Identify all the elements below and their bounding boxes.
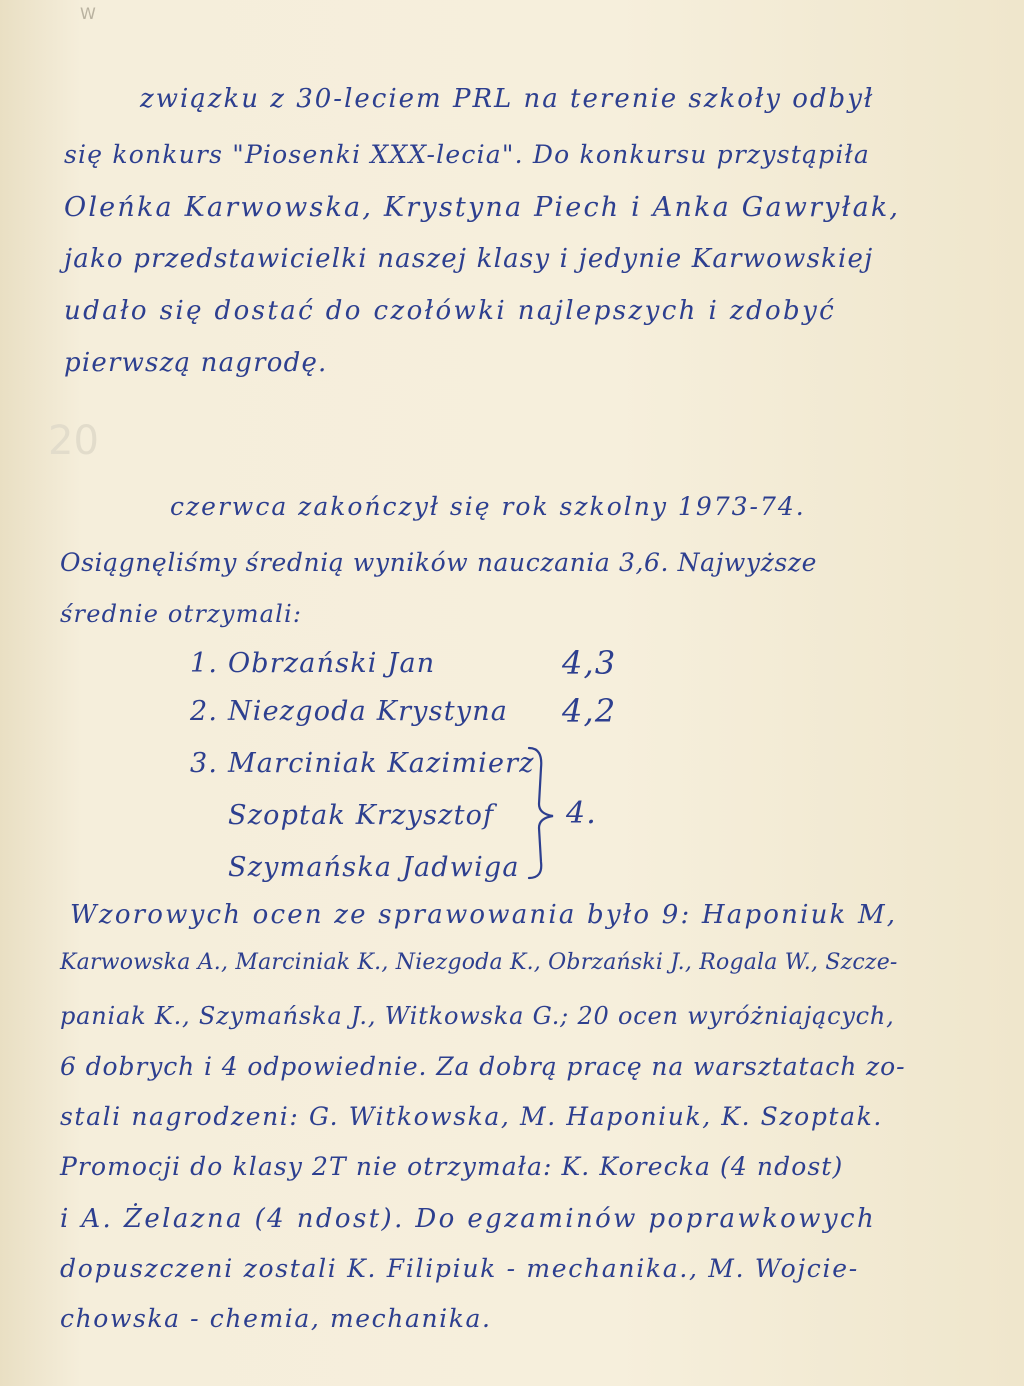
ranking-name-3: 3. Marciniak Kazimierz <box>190 748 535 779</box>
ranking-name-5: Szymańska Jadwiga <box>228 852 520 883</box>
section3-line-2: Karwowska A., Marciniak K., Niezgoda K., Obrzański J., Rogala W., Szcze- <box>60 950 898 975</box>
section3-line-3: paniak K., Szymańska J., Witkowska G.; 20 ocen wyróżniających, <box>60 1002 895 1030</box>
ranking-name-2: 2. Niezgoda Krystyna <box>190 696 509 727</box>
section2-line-2: Osiągnęliśmy średnią wyników nauczania 3,6. Najwyższe <box>60 548 818 577</box>
section1-line-5: udało się dostać do czołówki najlepszych i zdobyć <box>64 296 837 326</box>
section1-line-6: pierwszą nagrodę. <box>64 348 328 378</box>
section1-line-1: związku z 30-leciem PRL na terenie szkoły odbył <box>140 84 875 114</box>
section3-line-1: Wzorowych ocen ze sprawowania było 9: Haponiuk M, <box>70 900 898 930</box>
section2-line-1: czerwca zakończył się rok szkolny 1973-74. <box>170 492 806 521</box>
section3-line-4: 6 dobrych i 4 odpowiednie. Za dobrą pracę na warsztatach zo- <box>60 1052 906 1081</box>
section3-line-6: Promocji do klasy 2T nie otrzymała: K. Korecka (4 ndost) <box>60 1152 844 1181</box>
ranking-score-1: 4,3 <box>562 644 617 682</box>
section3-line-7: i A. Żelazna (4 ndost). Do egzaminów poprawkowych <box>60 1204 877 1234</box>
ranking-name-1: 1. Obrzański Jan <box>190 648 436 679</box>
section1-line-2: się konkurs "Piosenki XXX-lecia". Do konkursu przystąpiła <box>64 140 870 169</box>
ranking-score-3: 4. <box>566 796 598 831</box>
section1-line-3: Oleńka Karwowska, Krystyna Piech i Anka Gawryłak, <box>64 192 901 223</box>
section2-line-3: średnie otrzymali: <box>60 600 303 628</box>
section3-line-9: chowska - chemia, mechanika. <box>60 1304 492 1333</box>
ranking-name-4: Szoptak Krzysztof <box>228 800 495 831</box>
section1-line-4: jako przedstawicielki naszej klasy i jedynie Karwowskiej <box>64 244 874 274</box>
section3-line-5: stali nagrodzeni: G. Witkowska, M. Haponiuk, K. Szoptak. <box>60 1102 883 1131</box>
corner-mark: W <box>80 4 96 23</box>
section3-line-8: dopuszczeni zostali K. Filipiuk - mechanika., M. Wojcie- <box>60 1254 859 1283</box>
pencil-page-number: 20 <box>48 418 99 464</box>
ranking-brace <box>525 744 565 884</box>
ranking-score-2: 4,2 <box>562 692 617 730</box>
